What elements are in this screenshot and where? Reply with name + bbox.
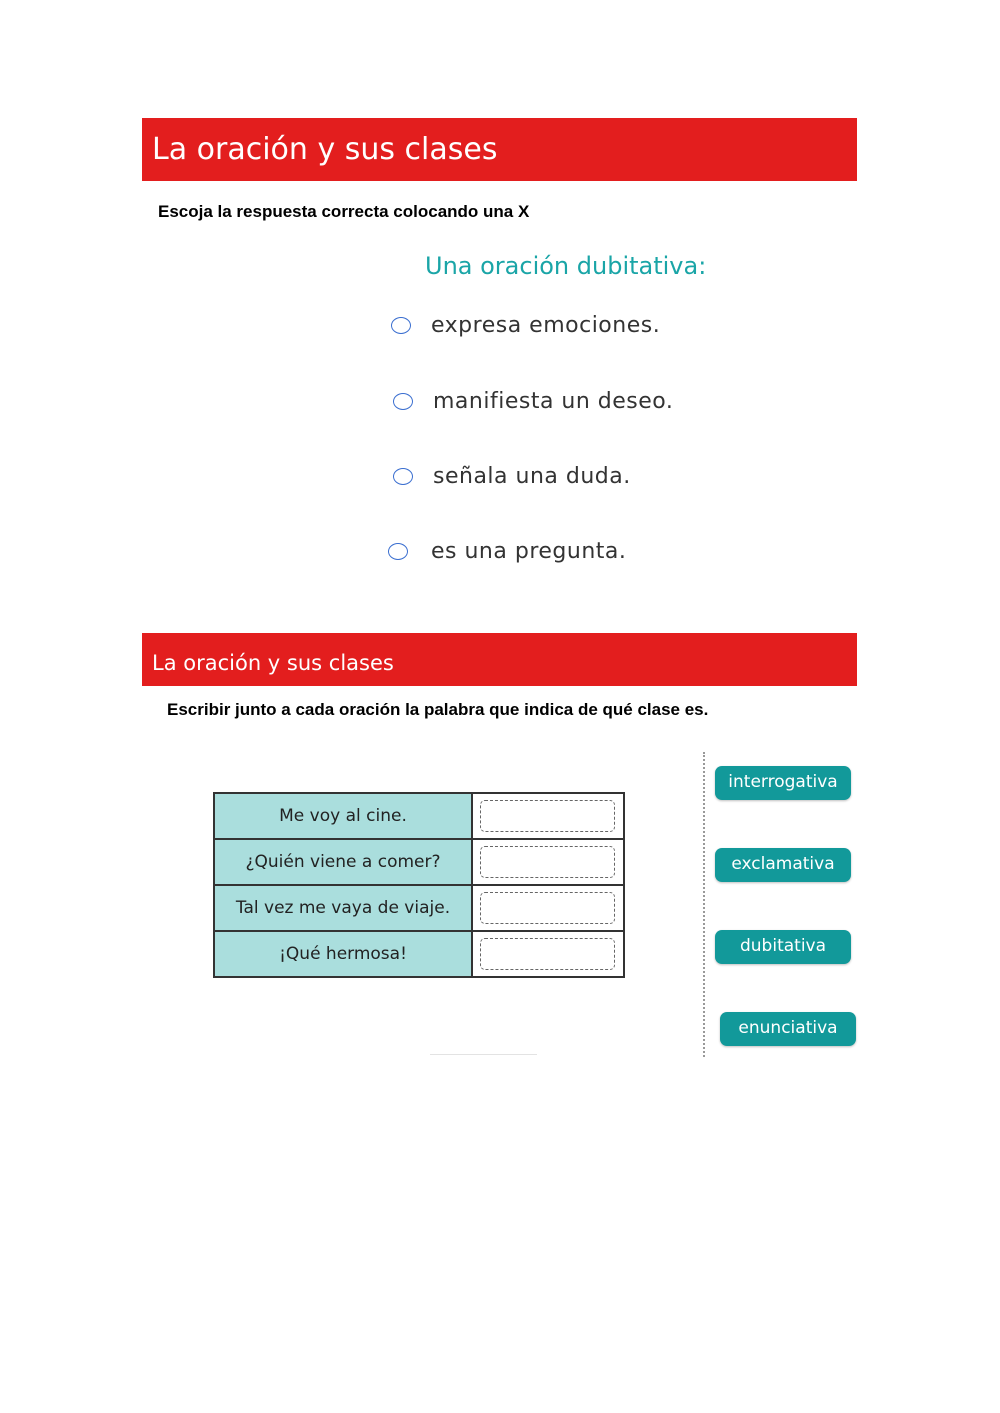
section1-title: La oración y sus clases	[142, 118, 857, 181]
radio-button[interactable]	[393, 468, 413, 485]
option-label: expresa emociones.	[431, 313, 661, 338]
choice-exclamativa[interactable]: exclamativa	[715, 848, 851, 882]
choice-interrogativa[interactable]: interrogativa	[715, 766, 851, 800]
sentence-cell: ¡Qué hermosa!	[214, 931, 472, 977]
drop-zone[interactable]	[480, 938, 615, 970]
option-4[interactable]	[388, 539, 626, 564]
drop-zone[interactable]	[480, 800, 615, 832]
section1-instruction: Escoja la respuesta correcta colocando una X	[158, 202, 530, 221]
drop-zone[interactable]	[480, 892, 615, 924]
option-3[interactable]	[393, 464, 631, 489]
drop-zone[interactable]	[480, 846, 615, 878]
choice-enunciativa[interactable]: enunciativa	[720, 1012, 856, 1046]
radio-button[interactable]	[388, 543, 408, 560]
table-row	[214, 793, 624, 839]
option-label: señala una duda.	[433, 464, 631, 489]
divider	[703, 752, 705, 1057]
table-row	[214, 931, 624, 977]
option-label: manifiesta un deseo.	[433, 389, 674, 414]
answer-cell	[472, 931, 624, 977]
sentence-cell: Me voy al cine.	[214, 793, 472, 839]
radio-button[interactable]	[393, 393, 413, 410]
answer-cell	[472, 885, 624, 931]
answer-cell	[472, 839, 624, 885]
option-label: es una pregunta.	[431, 539, 627, 564]
option-2[interactable]	[393, 389, 673, 414]
section2-instruction: Escribir junto a cada oración la palabra que indica de qué clase es.	[167, 700, 709, 719]
sentence-cell: Tal vez me vaya de viaje.	[214, 885, 472, 931]
table-row	[214, 885, 624, 931]
sentence-table	[213, 792, 625, 978]
section2-title: La oración y sus clases	[142, 633, 857, 686]
table-row	[214, 839, 624, 885]
option-1[interactable]	[391, 313, 660, 338]
faint-line	[430, 1054, 537, 1055]
answer-cell	[472, 793, 624, 839]
sentence-cell: ¿Quién viene a comer?	[214, 839, 472, 885]
radio-button[interactable]	[391, 317, 411, 334]
question-text: Una oración dubitativa:	[425, 252, 707, 280]
choice-dubitativa[interactable]: dubitativa	[715, 930, 851, 964]
